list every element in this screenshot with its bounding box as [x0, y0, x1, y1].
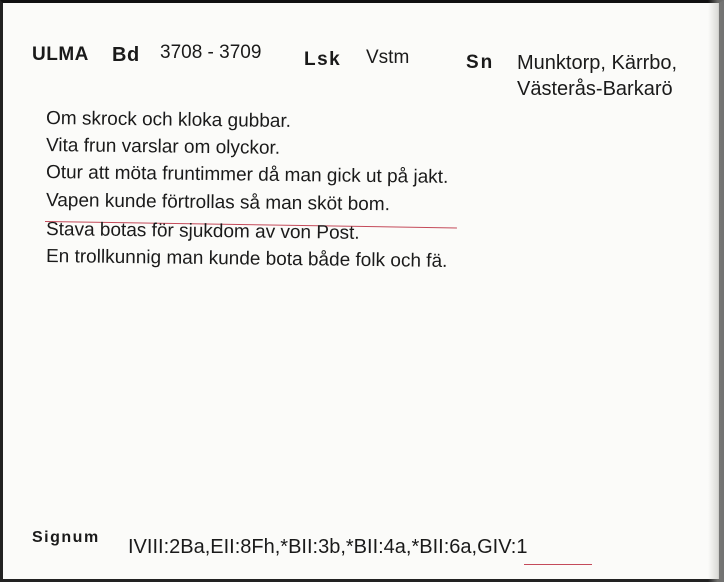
- sn-value-line-2: Västerås-Barkarö: [517, 78, 673, 100]
- signum-value: IVIII:2Ba,EII:8Fh,*BII:3b,*BII:4a,*BII:6a,GIV:1: [128, 536, 528, 558]
- bd-value: 3708 - 3709: [160, 42, 262, 63]
- lsk-label: Lsk: [304, 49, 342, 70]
- body-line: Vapen kunde förtrollas så man sköt bom.: [45, 190, 391, 216]
- bd-label: Bd: [112, 44, 140, 66]
- archive-name: ULMA: [32, 44, 89, 65]
- body-line: Om skrock och kloka gubbar.: [45, 108, 292, 132]
- sn-value-line-1: Munktorp, Kärrbo,: [517, 52, 678, 74]
- sn-label: Sn: [466, 52, 495, 73]
- lsk-value: Vstm: [366, 47, 410, 68]
- red-underline-mark: [524, 564, 592, 565]
- body-line: En trollkunnig man kunde bota både folk och fä.: [45, 246, 448, 272]
- card-edge-shadow: [708, 0, 724, 582]
- body-line: Stava botas för sjukdom av von Post.: [45, 219, 360, 244]
- body-line: Otur att möta fruntimmer då man gick ut på jakt.: [45, 162, 449, 188]
- body-line: Vita frun varslar om olyckor.: [45, 135, 281, 159]
- signum-label: Signum: [32, 529, 100, 546]
